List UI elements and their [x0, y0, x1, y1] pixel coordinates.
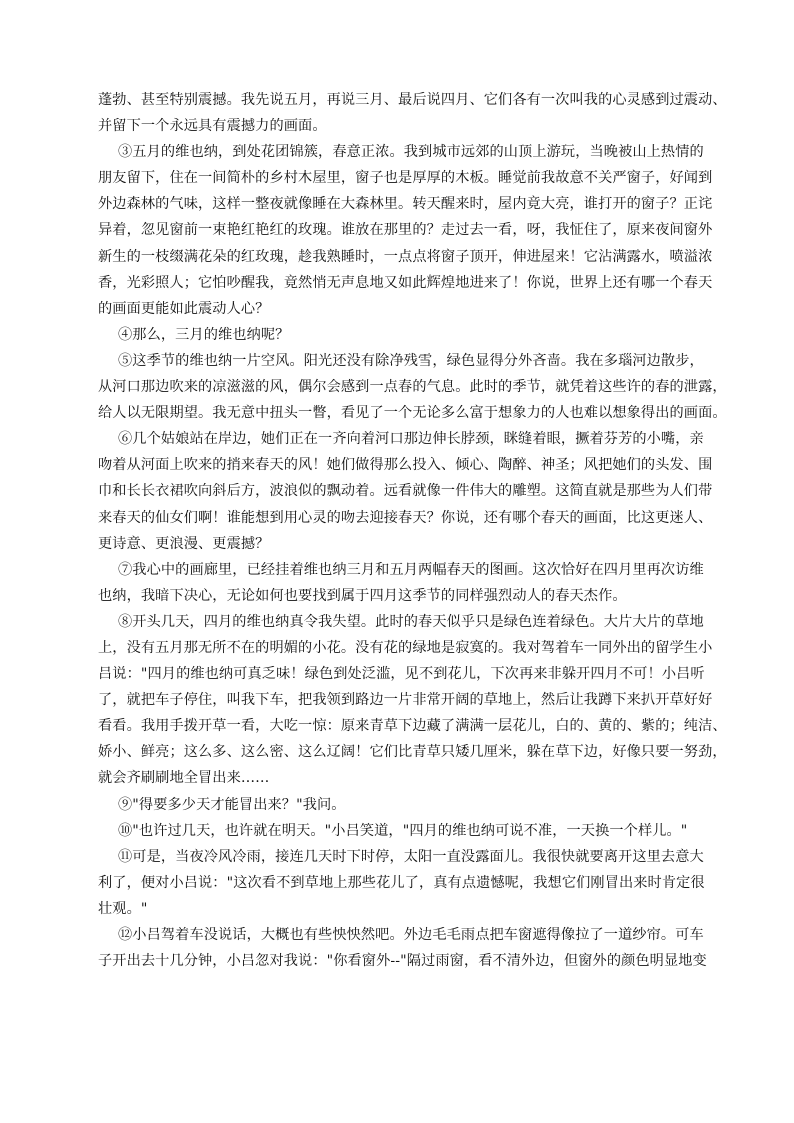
paragraph-start-line: ⑦我心中的画廊里，已经挂着维也纳三月和五月两幅春天的图画。这次恰好在四月里再次访维	[118, 561, 704, 578]
paragraph-start-line: ⑪可是，当夜冷风冷雨，接连几天时下时停，太阳一直没露面儿。我很快就要离开这里去意大	[118, 848, 704, 865]
body-text	[98, 87, 727, 974]
text-line: 蓬勃、甚至特别震撼。我先说五月，再说三月、最后说四月、它们各有一次叫我的心灵感到过震动、	[98, 92, 727, 108]
text-line: 子开出去十几分钟，小吕忽对我说："你看窗外--"隔过雨窗，看不清外边，但窗外的颜色明显地变	[98, 953, 707, 970]
paragraph-start-line: ⑤这季节的维也纳一片空风。阳光还没有除净残雪，绿色显得分外吝啬。我在多瑙河边散步，	[118, 352, 704, 369]
text-line: 了，就把车子停住，叫我下车，把我领到路边一片非常开阔的草地上，然后让我蹲下来扒开草好好	[98, 692, 713, 709]
text-line: 给人以无限期望。我无意中扭头一瞥，看见了一个无论多么富于想象力的人也难以想象得出的画面。	[98, 405, 727, 422]
text-line: 吕说："四月的维也纳可真乏味！绿色到处泛滥，见不到花儿，下次再来非躲开四月不可！小吕听	[98, 666, 705, 683]
text-line: 娇小、鲜亮；这么多、这么密、这么辽阔！它们比青草只矮几厘米，躲在草下边，好像只要一努劲，	[98, 744, 727, 761]
text-line: 从河口那边吹来的凉滋滋的风，偶尔会感到一点春的气息。此时的季节，就凭着这些许的春的泄露，	[98, 379, 727, 396]
text-line: 并留下一个永远具有震撼力的画面。	[98, 118, 327, 135]
paragraph-start-line: ④那么，三月的维也纳呢？	[118, 326, 290, 343]
text-line: 新生的一枝缀满花朵的红玫瑰，趁我熟睡时，一点点将窗子顶开，伸进屋来！它沾满露水，喷溢浓	[98, 248, 713, 265]
paragraph-start-line: ⑩"也许过几天，也许就在明天。"小吕笑道，"四月的维也纳可说不准，一天换一个样儿。"	[118, 822, 688, 839]
text-line: 就会齐刷刷地全冒出来……	[98, 770, 270, 787]
text-line: 壮观。"	[98, 900, 148, 917]
text-line: 外边森林的气味，这样一整夜就像睡在大森林里。转天醒来时，屋内竟大亮，谁打开的窗子？正诧	[98, 196, 713, 213]
paragraph-start-line: ⑥几个姑娘站在岸边，她们正在一齐向着河口那边伸长脖颈，眯缝着眼，撅着芬芳的小嘴，亲	[118, 431, 704, 448]
text-line: 利了，便对小吕说："这次看不到草地上那些花儿了，真有点遗憾呢，我想它们刚冒出来时肯定很	[98, 874, 705, 891]
text-line: 看看。我用手拨开草一看，大吃一惊：原来青草下边藏了满满一层花儿，白的、黄的、紫的；纯洁、	[98, 718, 727, 735]
paragraph-start-line: ⑫小吕驾着车没说话，大概也有些怏怏然吧。外边毛毛雨点把车窗遮得像拉了一道纱帘。可车	[118, 927, 704, 943]
text-line: 吻着从河面上吹来的捎来春天的风！她们做得那么投入、倾心、陶醉、神圣；风把她们的头发、围	[98, 457, 713, 474]
text-line: 的画面更能如此震动人心？	[98, 300, 270, 317]
text-line: 上，没有五月那无所不在的明媚的小花。没有花的绿地是寂寞的。我对驾着车一同外出的留学生小	[98, 639, 713, 656]
paragraph-start-line: ⑨"得要多少天才能冒出来？"我问。	[118, 796, 346, 813]
text-line: 朋友留下，住在一间简朴的乡村木屋里，窗子也是厚厚的木板。睡觉前我故意不关严窗子，好闻到	[98, 170, 713, 187]
text-line: 香，光彩照人；它怕吵醒我，竟然悄无声息地又如此辉煌地进来了！你说，世界上还有哪一个春天	[98, 274, 713, 291]
text-line: 也纳，我暗下决心，无论如何也要找到属于四月这季节的同样强烈动人的春天杰作。	[98, 587, 627, 604]
paragraph-start-line: ⑧开头几天，四月的维也纳真令我失望。此时的春天似乎只是绿色连着绿色。大片大片的草地	[118, 613, 704, 630]
text-line: 巾和长长衣裙吹向斜后方，波浪似的飘动着。远看就像一件伟大的雕塑。这简直就是那些为人们带	[98, 483, 713, 500]
paragraph-start-line: ③五月的维也纳，到处花团锦簇，春意正浓。我到城市远郊的山顶上游玩，当晚被山上热情的	[118, 144, 704, 161]
text-line: 更诗意、更浪漫、更震撼？	[98, 535, 270, 552]
text-line: 异着，忽见窗前一束艳红艳红的玫瑰。谁放在那里的？走过去一看，呀，我怔住了，原来夜间窗外	[98, 222, 713, 239]
text-line: 来春天的仙女们啊！谁能想到用心灵的吻去迎接春天？你说，还有哪个春天的画面，比这更迷人、	[98, 509, 713, 526]
